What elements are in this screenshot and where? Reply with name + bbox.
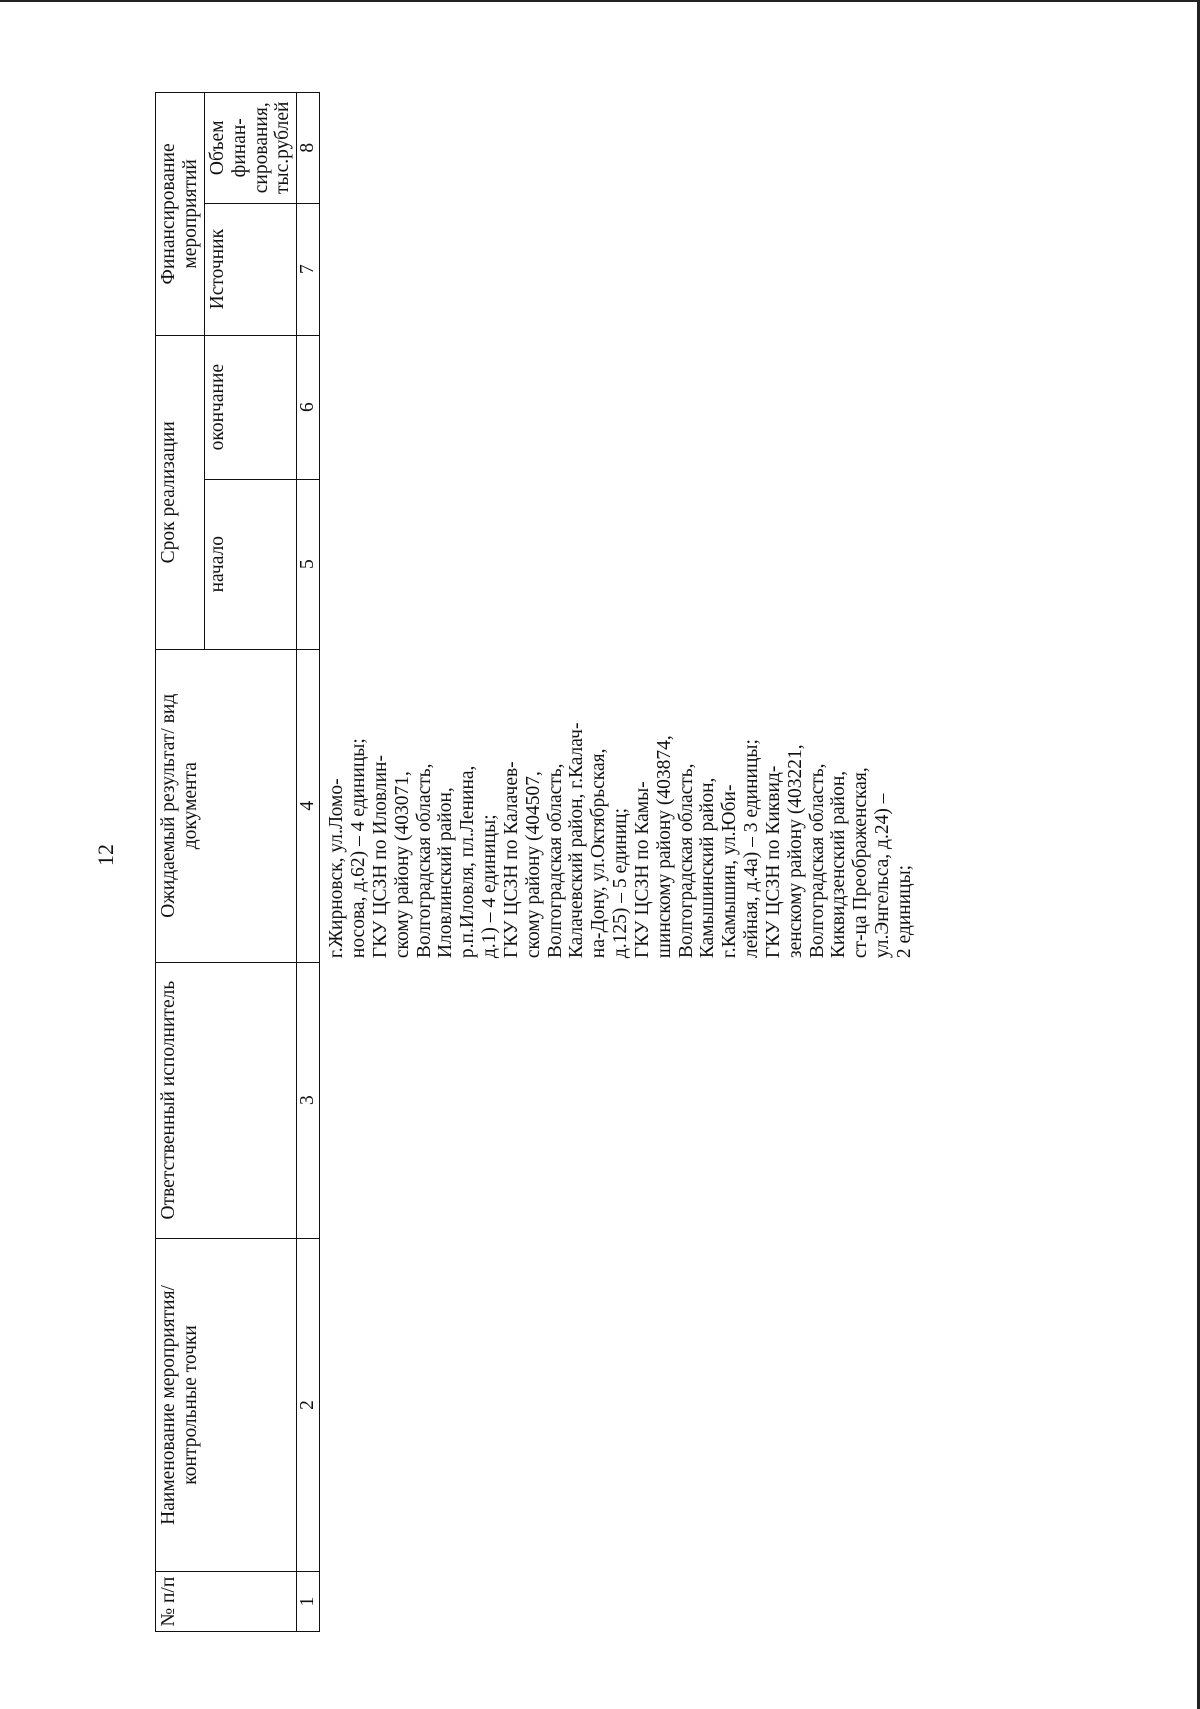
cell-end bbox=[320, 335, 916, 479]
header-responsible: Ответственный исполнитель bbox=[156, 962, 297, 1238]
rotated-table-container bbox=[155, 92, 915, 1632]
result-line: ГКУ ЦСЗН по Калачев- bbox=[500, 761, 522, 959]
result-line: шинскому району (403874, bbox=[653, 735, 675, 959]
result-line: Камышинский район, bbox=[697, 777, 719, 959]
header-source: Источник bbox=[205, 203, 297, 335]
cell-activity-name bbox=[320, 1238, 916, 1572]
header-start: начало bbox=[205, 479, 297, 649]
column-number: 6 bbox=[297, 335, 320, 479]
cell-source bbox=[320, 203, 916, 335]
result-line: ул.Энгельса, д.24) – bbox=[872, 793, 894, 959]
cell-amount bbox=[320, 93, 916, 204]
header-end: окончание bbox=[205, 335, 297, 479]
column-number: 8 bbox=[297, 93, 320, 204]
activities-table bbox=[155, 92, 916, 1632]
result-line: лейная, д.4а) – 3 единицы; bbox=[741, 739, 763, 959]
result-line: скому району (404507, bbox=[522, 771, 544, 959]
header-expected-result: Ожидаемый результат/ вид документа bbox=[156, 649, 297, 962]
cell-start bbox=[320, 479, 916, 649]
result-line: г.Камышин, ул.Юби- bbox=[719, 784, 741, 959]
column-number: 5 bbox=[297, 479, 320, 649]
result-line: носова, д.62) – 4 единицы; bbox=[348, 738, 370, 959]
header-row-1 bbox=[156, 93, 205, 1632]
column-number: 1 bbox=[297, 1572, 320, 1632]
result-line: Калачевский район, г.Калач- bbox=[566, 722, 588, 959]
result-line: д.125) – 5 единиц; bbox=[610, 807, 632, 959]
column-number: 4 bbox=[297, 649, 320, 962]
scan-edge-top bbox=[0, 0, 1200, 2]
cell-number bbox=[320, 1572, 916, 1632]
header-period: Срок реализации bbox=[156, 335, 205, 649]
result-line: р.п.Иловля, пл.Ленина, bbox=[457, 765, 479, 959]
result-line: д.1) – 4 единицы; bbox=[479, 814, 501, 959]
cell-expected-result bbox=[320, 649, 916, 962]
result-line: Волгоградская область, bbox=[413, 763, 435, 959]
result-line: Иловлинский район, bbox=[435, 787, 457, 959]
page-number: 12 bbox=[93, 844, 118, 866]
table-row bbox=[320, 93, 916, 1632]
header-activity-name: Наименование мероприятия/ контрольные точки bbox=[156, 1238, 297, 1572]
header-financing: Финансирование мероприятий bbox=[156, 93, 205, 336]
column-number: 7 bbox=[297, 203, 320, 335]
result-line: ГКУ ЦСЗН по Киквид- bbox=[762, 765, 784, 959]
column-number: 3 bbox=[297, 962, 320, 1238]
result-line: Волгоградская область, bbox=[806, 763, 828, 959]
result-line: 2 единицы; bbox=[893, 864, 915, 959]
header-amount: Объем финан-сирования, тыс.рублей bbox=[205, 93, 297, 204]
cell-responsible bbox=[320, 962, 916, 1238]
column-number: 2 bbox=[297, 1238, 320, 1572]
result-line: Волгоградская область, bbox=[544, 763, 566, 959]
header-number: № п/п bbox=[156, 1572, 297, 1632]
result-line: Волгоградская область, bbox=[675, 763, 697, 959]
result-line: ГКУ ЦСЗН по Иловлин- bbox=[369, 755, 391, 959]
result-line: зенскому району (403221, bbox=[784, 744, 806, 959]
result-line: Киквидзенский район, bbox=[828, 770, 850, 959]
result-line: скому району (403071, bbox=[391, 771, 413, 959]
result-line: на-Дону, ул.Октябрьская, bbox=[588, 748, 610, 959]
column-numbers-row bbox=[297, 93, 320, 1632]
result-line: ст-ца Преображенская, bbox=[850, 767, 872, 959]
result-line: г.Жирновск, ул.Ломо- bbox=[326, 778, 348, 959]
result-line: ГКУ ЦСЗН по Камы- bbox=[631, 781, 653, 959]
